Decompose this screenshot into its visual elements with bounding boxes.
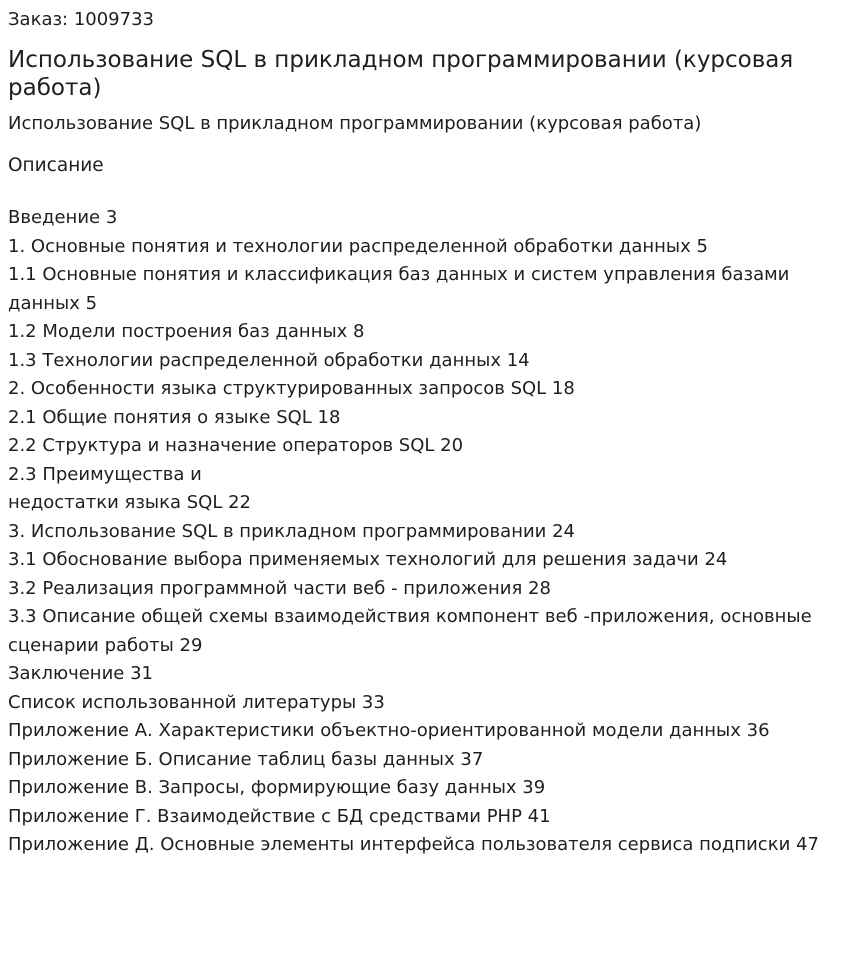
toc-item: 1.2 Модели построения баз данных 8 xyxy=(8,321,365,342)
toc-item: 3.1 Обоснование выбора применяемых технологий для решения задачи 24 xyxy=(8,549,728,570)
toc-item: 1.3 Технологии распределенной обработки данных 14 xyxy=(8,349,530,371)
table-of-contents xyxy=(8,204,839,860)
toc-item: Приложение В. Запросы, формирующие базу данных 39 xyxy=(8,777,546,798)
toc-item: Введение 3 xyxy=(8,207,118,228)
toc-item: 3.2 Реализация программной части веб - приложения 28 xyxy=(8,577,551,599)
order-number: Заказ: 1009733 xyxy=(8,9,154,30)
document-subtitle: Использование SQL в прикладном программировании (курсовая работа) xyxy=(8,113,702,134)
toc-item: недостатки языка SQL 22 xyxy=(8,492,251,513)
toc-item: Приложение Д. Основные элементы интерфейса пользователя сервиса подписки 47 xyxy=(8,834,819,855)
document-title: Использование SQL в прикладном программировании (курсовая работа) xyxy=(8,47,794,101)
toc-item: 2.2 Структура и назначение операторов SQL 20 xyxy=(8,435,464,456)
toc-item: 3. Использование SQL в прикладном программировании 24 xyxy=(8,520,575,542)
toc-item: Заключение 31 xyxy=(8,663,153,684)
toc-item: 3.3 Описание общей схемы взаимодействия компонент веб -приложения, основные сценарии работы 29 xyxy=(8,606,812,656)
toc-item: 2.3 Преимущества и xyxy=(8,463,202,485)
toc-item: Приложение Б. Описание таблиц базы данных 37 xyxy=(8,748,484,770)
toc-item: 1.1 Основные понятия и классификация баз данных и систем управления базами данных 5 xyxy=(8,264,790,314)
toc-item: 2. Особенности языка структурированных запросов SQL 18 xyxy=(8,378,575,399)
toc-item: 1. Основные понятия и технологии распределенной обработки данных 5 xyxy=(8,235,708,257)
toc-item: Приложение А. Характеристики объектно-ориентированной модели данных 36 xyxy=(8,720,770,741)
description-heading: Описание xyxy=(8,155,104,176)
toc-item: 2.1 Общие понятия о языке SQL 18 xyxy=(8,406,341,428)
toc-item: Список использованной литературы 33 xyxy=(8,691,385,713)
toc-item: Приложение Г. Взаимодействие с БД средствами PHP 41 xyxy=(8,805,551,827)
